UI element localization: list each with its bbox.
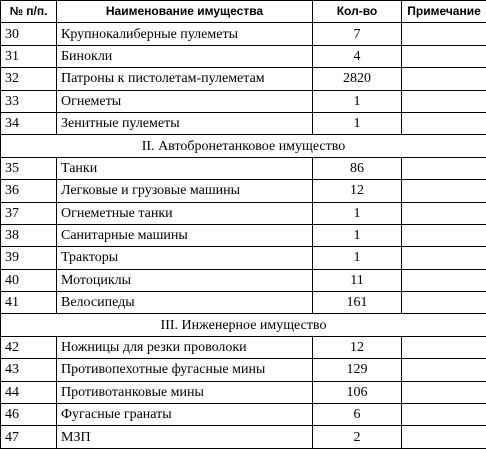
row-num: 37 <box>1 202 57 224</box>
row-name: Велосипеды <box>57 292 313 314</box>
row-note <box>402 90 486 112</box>
row-note <box>402 269 486 291</box>
section-heading-row <box>1 135 486 157</box>
row-note <box>402 426 486 448</box>
row-qty: 161 <box>313 292 402 314</box>
row-num: 30 <box>1 23 57 45</box>
row-qty: 1 <box>313 202 402 224</box>
row-num: 47 <box>1 426 57 448</box>
section-heading-engineering: III. Инженерное имущество <box>1 314 486 336</box>
header-row <box>1 1 486 23</box>
row-note <box>402 292 486 314</box>
row-note <box>402 247 486 269</box>
row-name: Огнеметы <box>57 90 313 112</box>
row-qty: 129 <box>313 359 402 381</box>
row-note <box>402 45 486 67</box>
table-row <box>1 269 486 291</box>
row-qty: 106 <box>313 381 402 403</box>
row-qty: 4 <box>313 45 402 67</box>
row-qty: 2 <box>313 426 402 448</box>
row-note <box>402 112 486 134</box>
row-num: 39 <box>1 247 57 269</box>
row-note <box>402 180 486 202</box>
row-num: 42 <box>1 336 57 358</box>
row-name: Патроны к пистолетам-пулеметам <box>57 68 313 90</box>
row-note <box>402 359 486 381</box>
row-num: 43 <box>1 359 57 381</box>
row-note <box>402 157 486 179</box>
table-row <box>1 224 486 246</box>
row-note <box>402 23 486 45</box>
row-qty: 1 <box>313 224 402 246</box>
row-qty: 1 <box>313 247 402 269</box>
row-name: Легковые и грузовые машины <box>57 180 313 202</box>
table-row <box>1 112 486 134</box>
row-name: Танки <box>57 157 313 179</box>
row-qty: 1 <box>313 90 402 112</box>
row-qty: 12 <box>313 180 402 202</box>
row-qty: 1 <box>313 112 402 134</box>
row-qty: 86 <box>313 157 402 179</box>
row-name: Санитарные машины <box>57 224 313 246</box>
row-qty: 2820 <box>313 68 402 90</box>
row-num: 46 <box>1 404 57 426</box>
row-note <box>402 381 486 403</box>
row-num: 34 <box>1 112 57 134</box>
row-qty: 12 <box>313 336 402 358</box>
table-row <box>1 180 486 202</box>
row-num: 38 <box>1 224 57 246</box>
table-row <box>1 404 486 426</box>
row-name: Тракторы <box>57 247 313 269</box>
table-row <box>1 292 486 314</box>
table-row <box>1 247 486 269</box>
table-row <box>1 68 486 90</box>
row-num: 36 <box>1 180 57 202</box>
row-note <box>402 224 486 246</box>
header-num: № п/п. <box>1 1 57 23</box>
row-name: Противотанковые мины <box>57 381 313 403</box>
table-row <box>1 336 486 358</box>
row-name: Ножницы для резки проволоки <box>57 336 313 358</box>
table-row <box>1 381 486 403</box>
row-name: Зенитные пулеметы <box>57 112 313 134</box>
table-row <box>1 426 486 448</box>
row-num: 31 <box>1 45 57 67</box>
row-num: 44 <box>1 381 57 403</box>
header-name: Наименование имущества <box>57 1 313 23</box>
row-note <box>402 68 486 90</box>
row-num: 40 <box>1 269 57 291</box>
row-num: 32 <box>1 68 57 90</box>
row-qty: 6 <box>313 404 402 426</box>
row-num: 33 <box>1 90 57 112</box>
row-name: Бинокли <box>57 45 313 67</box>
header-qty: Кол-во <box>313 1 402 23</box>
row-name: Фугасные гранаты <box>57 404 313 426</box>
header-note: Примечание <box>402 1 486 23</box>
row-name: Огнеметные танки <box>57 202 313 224</box>
section-heading-armor: II. Автобронетанковое имущество <box>1 135 486 157</box>
row-qty: 11 <box>313 269 402 291</box>
row-num: 35 <box>1 157 57 179</box>
row-note <box>402 202 486 224</box>
row-qty: 7 <box>313 23 402 45</box>
table-row <box>1 90 486 112</box>
row-name: Мотоциклы <box>57 269 313 291</box>
section-heading-row <box>1 314 486 336</box>
row-note <box>402 336 486 358</box>
table-row <box>1 23 486 45</box>
table-row <box>1 45 486 67</box>
row-name: Противопехотные фугасные мины <box>57 359 313 381</box>
table-row <box>1 157 486 179</box>
row-note <box>402 404 486 426</box>
row-name: Крупнокалиберные пулеметы <box>57 23 313 45</box>
row-name: МЗП <box>57 426 313 448</box>
row-num: 41 <box>1 292 57 314</box>
table-row <box>1 359 486 381</box>
table-row <box>1 202 486 224</box>
